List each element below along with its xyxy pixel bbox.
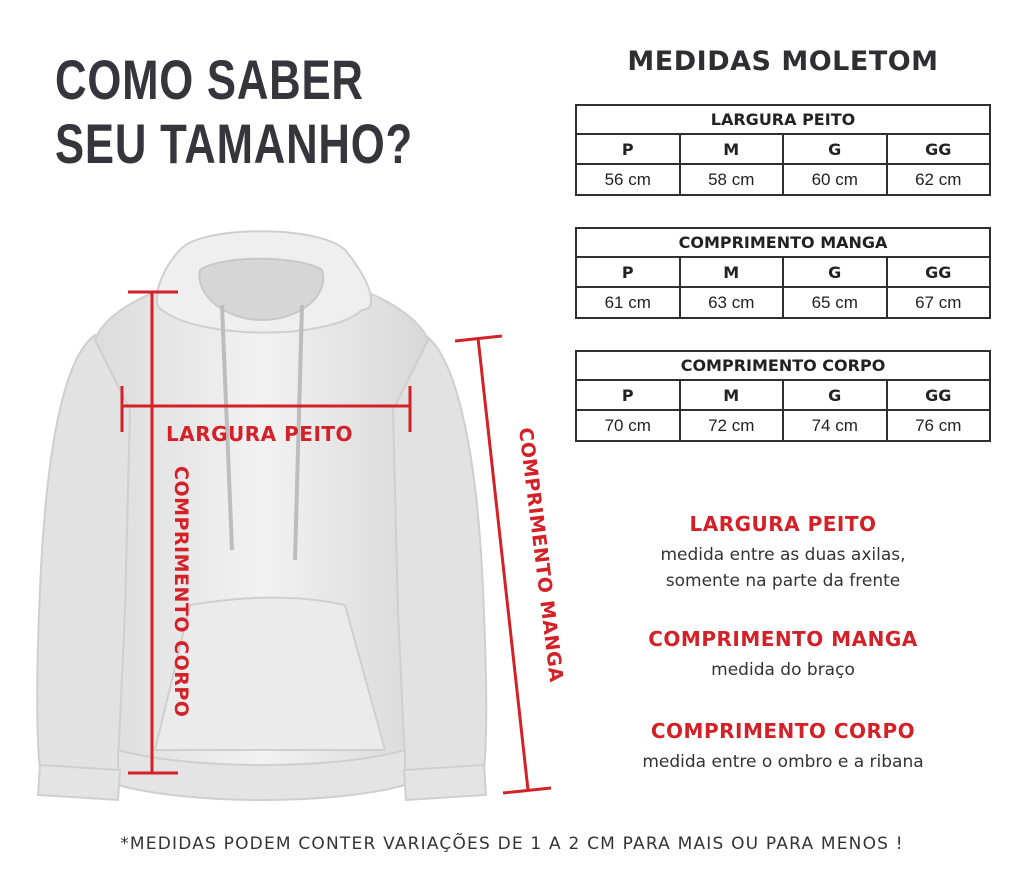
legend-chest — [575, 512, 991, 594]
table-header: COMPRIMENTO CORPO — [576, 351, 990, 380]
body-size-table — [575, 350, 991, 442]
footnote: *MEDIDAS PODEM CONTER VARIAÇÕES DE 1 A 2 CM PARA MAIS OU PARA MENOS ! — [120, 834, 904, 854]
chest-label: LARGURA PEITO — [166, 422, 354, 446]
size-cell: M — [680, 257, 784, 287]
size-cell: G — [783, 134, 887, 164]
legend-line: somente na parte da frente — [665, 571, 901, 591]
value-cell: 63 cm — [680, 287, 784, 318]
size-cell: GG — [887, 380, 991, 410]
legend-line: medida entre o ombro e a ribana — [642, 752, 924, 772]
size-cell: G — [783, 380, 887, 410]
legend-sleeve — [575, 627, 991, 683]
legend-description — [575, 542, 991, 594]
legend-body — [575, 719, 991, 775]
size-cell: P — [576, 134, 680, 164]
value-cell: 65 cm — [783, 287, 887, 318]
body-length-label: COMPRIMENTO CORPO — [170, 466, 192, 718]
value-cell: 61 cm — [576, 287, 680, 318]
chest-size-table — [575, 104, 991, 196]
size-cell: P — [576, 257, 680, 287]
value-cell: 62 cm — [887, 164, 991, 195]
value-cell: 67 cm — [887, 287, 991, 318]
hoodie-shape — [37, 231, 486, 800]
headline-line-2: SEU TAMANHO? — [55, 112, 413, 175]
legend-description — [575, 657, 991, 683]
value-cell: 74 cm — [783, 410, 887, 441]
size-cell: M — [680, 134, 784, 164]
sleeve-size-table — [575, 227, 991, 319]
value-cell: 58 cm — [680, 164, 784, 195]
value-cell: 76 cm — [887, 410, 991, 441]
page-headline — [55, 48, 413, 176]
hoodie-illustration — [0, 210, 560, 810]
headline-line-1: COMO SABER — [55, 48, 364, 111]
table-title: MEDIDAS MOLETOM — [627, 46, 939, 77]
sleeve-length-label: COMPRIMENTO MANGA — [514, 426, 568, 684]
table-header: LARGURA PEITO — [576, 105, 990, 134]
legend-title: COMPRIMENTO CORPO — [650, 719, 916, 743]
size-cell: G — [783, 257, 887, 287]
value-cell: 72 cm — [680, 410, 784, 441]
legend-description — [575, 749, 991, 775]
legend-title: LARGURA PEITO — [689, 512, 877, 536]
legend-line: medida entre as duas axilas, — [660, 545, 906, 565]
legend-line: medida do braço — [711, 660, 855, 680]
value-cell: 56 cm — [576, 164, 680, 195]
legend-title: COMPRIMENTO MANGA — [648, 627, 918, 651]
value-cell: 60 cm — [783, 164, 887, 195]
size-cell: GG — [887, 134, 991, 164]
table-header: COMPRIMENTO MANGA — [576, 228, 990, 257]
size-cell: P — [576, 380, 680, 410]
size-cell: GG — [887, 257, 991, 287]
value-cell: 70 cm — [576, 410, 680, 441]
size-cell: M — [680, 380, 784, 410]
